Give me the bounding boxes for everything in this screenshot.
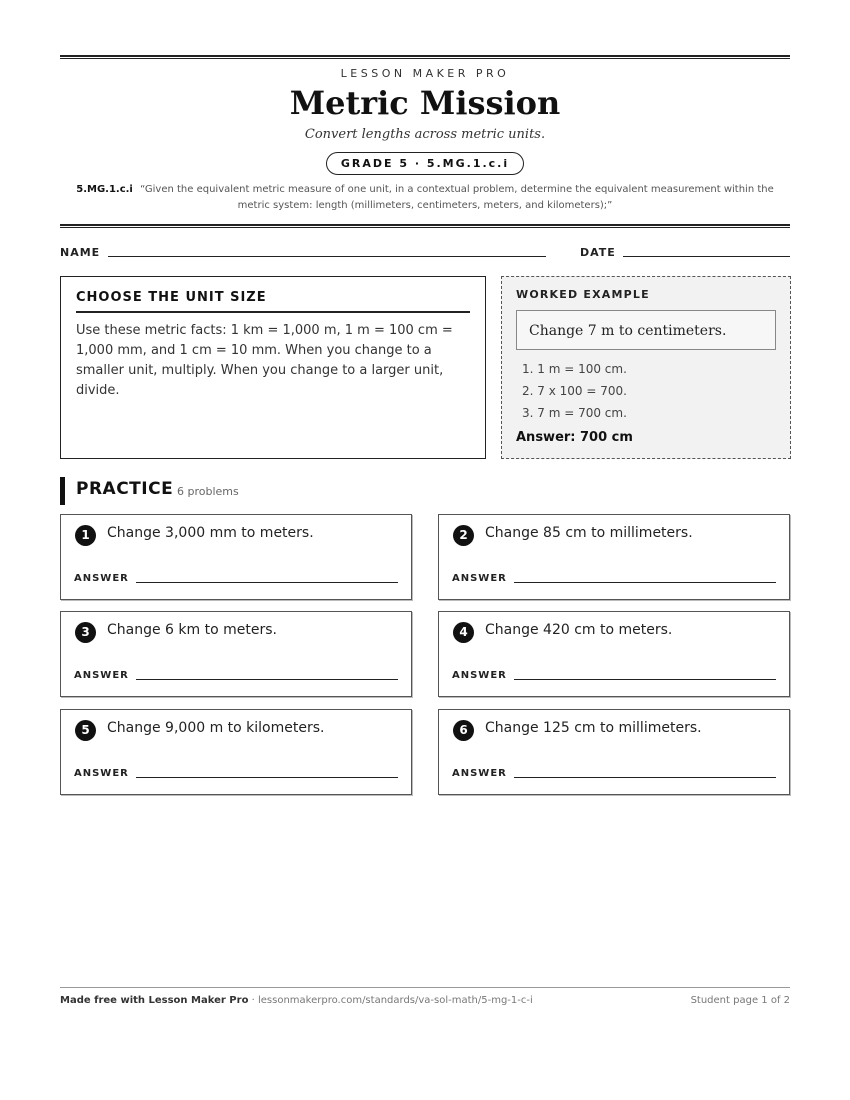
name-label: NAME: [60, 246, 101, 259]
unit-size-heading: CHOOSE THE UNIT SIZE: [76, 290, 470, 313]
answer-line[interactable]: [514, 777, 776, 778]
worksheet-page: [60, 0, 790, 1100]
practice-accent-bar: [60, 477, 65, 505]
footer-credit: [60, 995, 533, 1006]
problem-text: Change 125 cm to millimeters.: [485, 720, 702, 736]
standard-text: “Given the equivalent metric measure of one unit, in a contextual problem, determine the equivalent measurement within the metric system: length (millimeters, centimeters, meters, and kilometers);”: [140, 184, 774, 211]
answer-label: ANSWER: [452, 573, 507, 584]
worked-example-step: 1. 1 m = 100 cm.: [522, 362, 627, 376]
problem-number: 4: [453, 622, 474, 643]
answer-line[interactable]: [136, 679, 398, 680]
page-title: Metric Mission: [289, 84, 561, 122]
answer-label: ANSWER: [74, 768, 129, 779]
footer-page-number: Student page 1 of 2: [690, 995, 790, 1006]
answer-line[interactable]: [136, 582, 398, 583]
practice-header: [60, 477, 790, 505]
date-label: DATE: [580, 246, 616, 259]
answer-line[interactable]: [514, 582, 776, 583]
grade-badge: GRADE 5 · 5.MG.1.c.i: [326, 152, 524, 175]
standard-code: 5.MG.1.c.i: [76, 184, 133, 195]
practice-title: PRACTICE: [76, 479, 174, 499]
problem-card-3: [60, 611, 412, 697]
grade-badge-wrapper: [60, 152, 790, 175]
answer-label: ANSWER: [74, 573, 129, 584]
worked-example-steps: [516, 358, 776, 424]
worked-example-box: [501, 276, 791, 459]
problem-number: 1: [75, 525, 96, 546]
problem-number: 2: [453, 525, 474, 546]
worked-example-step: 3. 7 m = 700 cm.: [522, 406, 627, 420]
footer-url[interactable]: · lessonmakerpro.com/standards/va-sol-math/5-mg-1-c-i: [248, 995, 533, 1006]
problem-text: Change 420 cm to meters.: [485, 622, 673, 638]
page-subtitle: Convert lengths across metric units.: [304, 127, 546, 142]
answer-line[interactable]: [514, 679, 776, 680]
worked-example-heading: WORKED EXAMPLE: [516, 288, 650, 301]
name-date-row: [60, 246, 790, 262]
problem-number: 6: [453, 720, 474, 741]
problem-card-1: [60, 514, 412, 600]
problem-card-5: [60, 709, 412, 795]
answer-line[interactable]: [136, 777, 398, 778]
problem-text: Change 9,000 m to kilometers.: [107, 720, 325, 736]
problem-number: 3: [75, 622, 96, 643]
problem-card-2: [438, 514, 790, 600]
problem-text: Change 3,000 mm to meters.: [107, 525, 314, 541]
unit-size-box: [60, 276, 486, 459]
practice-count: 6 problems: [177, 485, 239, 498]
problem-card-4: [438, 611, 790, 697]
problem-card-6: [438, 709, 790, 795]
problem-text: Change 6 km to meters.: [107, 622, 277, 638]
worked-example-prompt: Change 7 m to centimeters.: [516, 310, 776, 350]
answer-label: ANSWER: [452, 670, 507, 681]
answer-label: ANSWER: [74, 670, 129, 681]
problem-text: Change 85 cm to millimeters.: [485, 525, 693, 541]
answer-label: ANSWER: [452, 768, 507, 779]
worked-example-answer: Answer: 700 cm: [516, 430, 633, 445]
header-divider: [60, 224, 790, 228]
standard-description: [60, 182, 790, 214]
name-line[interactable]: [108, 256, 546, 257]
date-line[interactable]: [623, 256, 790, 257]
problem-number: 5: [75, 720, 96, 741]
footer-made-with: Made free with Lesson Maker Pro: [60, 995, 249, 1006]
brand-label: LESSON MAKER PRO: [340, 67, 510, 80]
worked-example-step: 2. 7 x 100 = 700.: [522, 384, 627, 398]
unit-size-text: Use these metric facts: 1 km = 1,000 m, 1 m = 100 cm = 1,000 mm, and 1 cm = 10 mm. When you change to a smaller unit, multiply. When you change to a larger unit, divide.: [76, 323, 453, 398]
footer-divider: [60, 987, 790, 988]
top-divider: [60, 55, 790, 59]
